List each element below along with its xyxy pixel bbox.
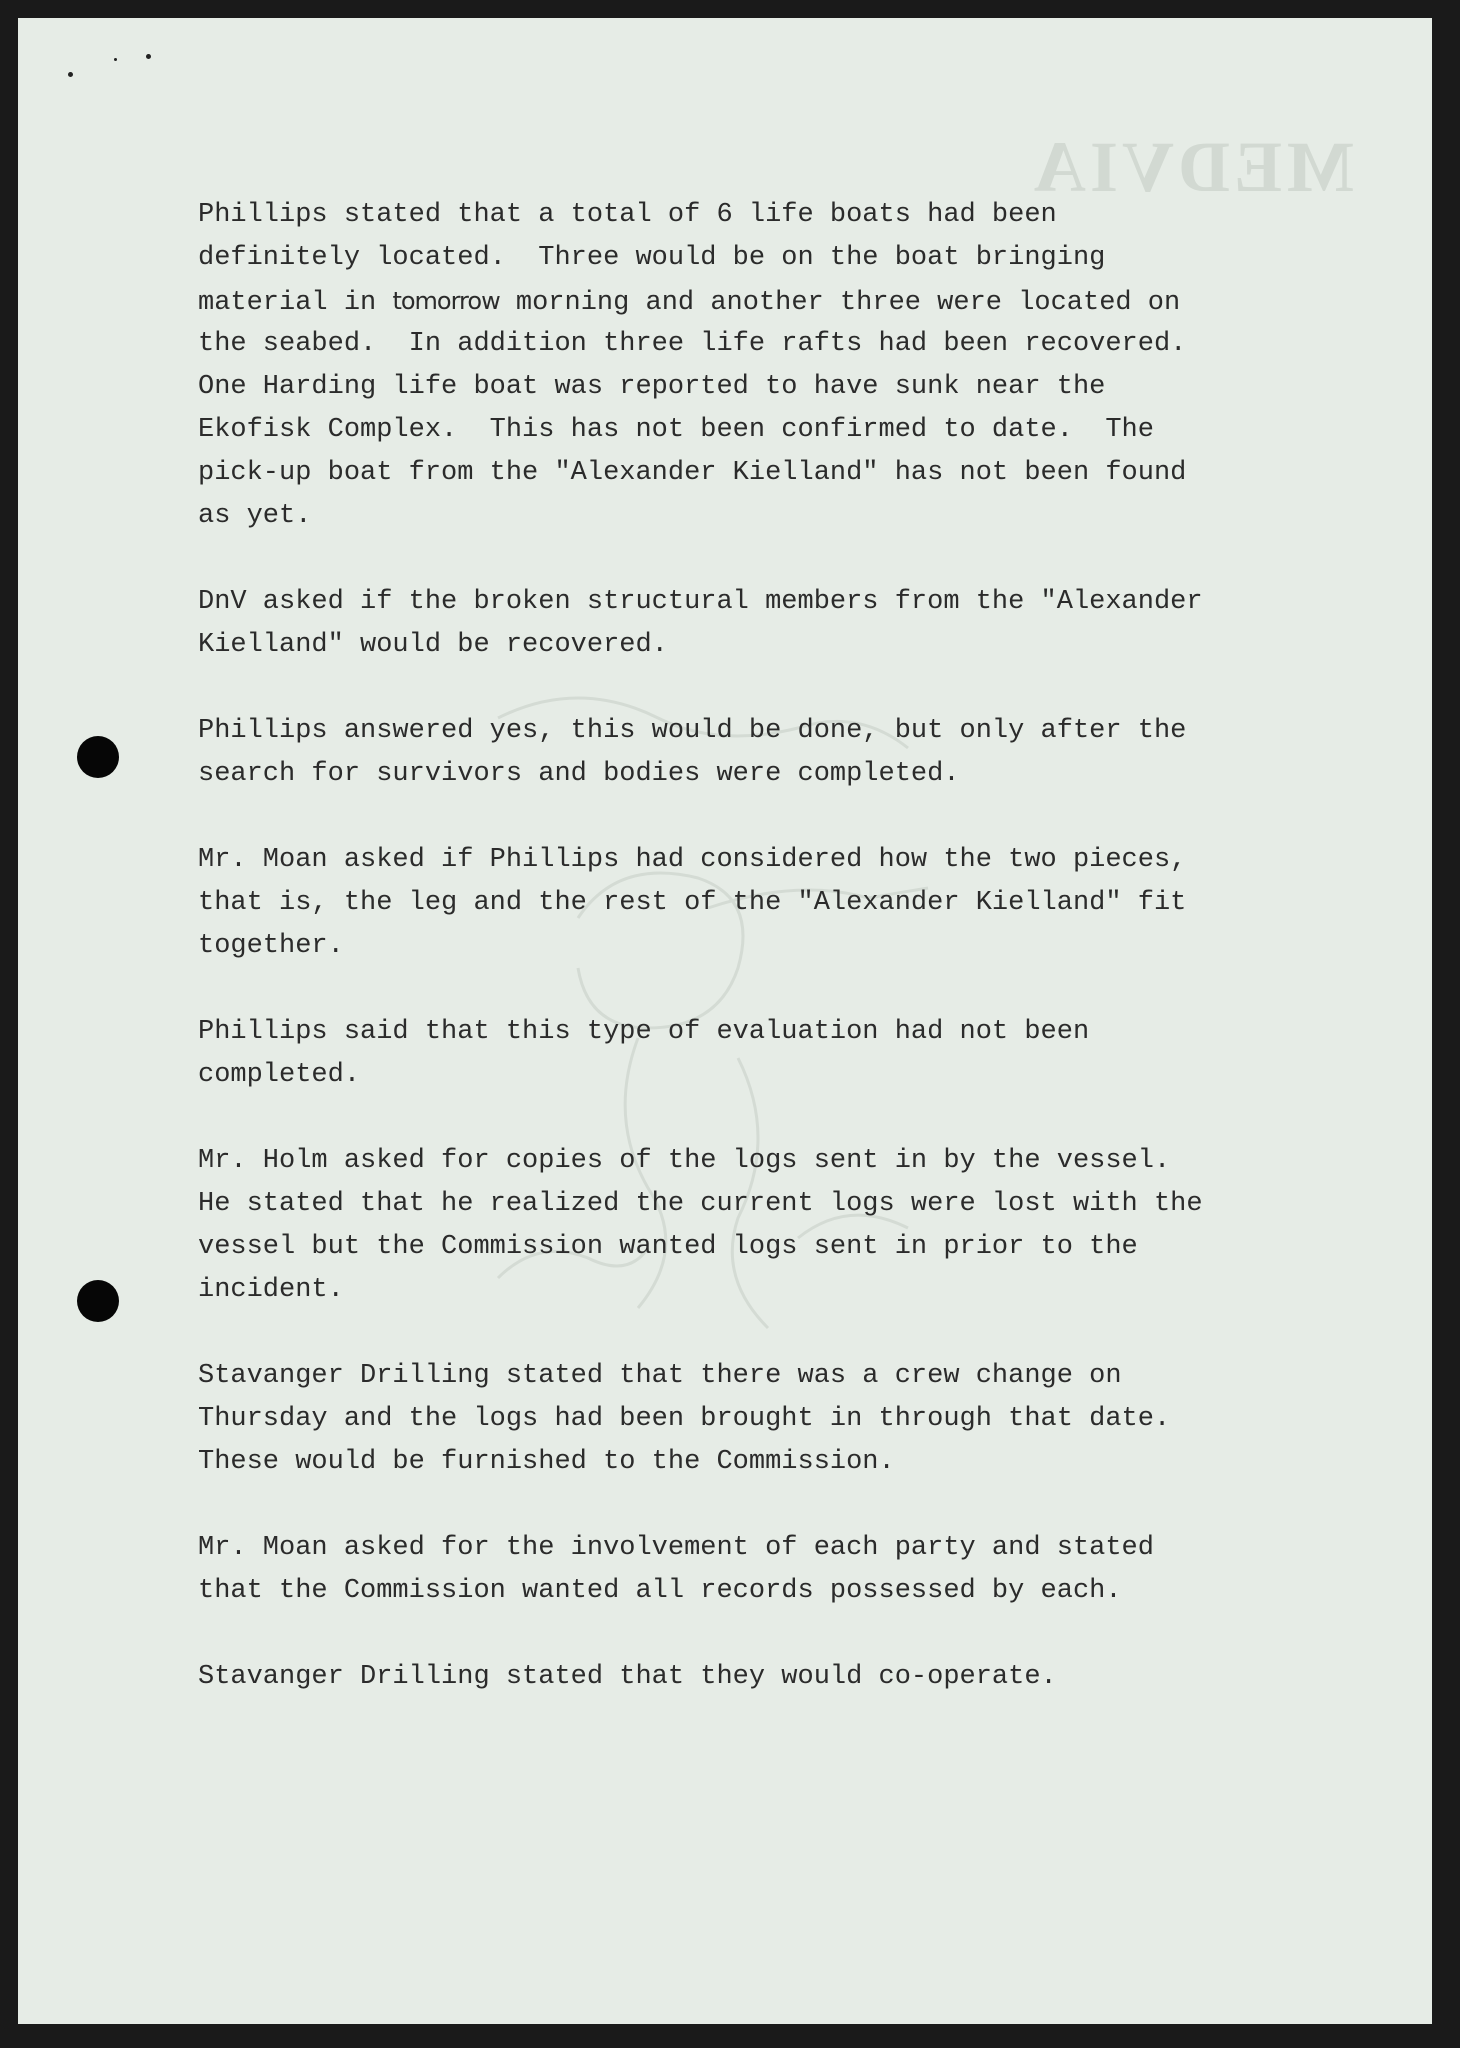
paragraph	[198, 1011, 1318, 1097]
ink-speck	[68, 72, 73, 77]
text-line: incident.	[198, 1275, 344, 1305]
text-line: Kielland" would be recovered.	[198, 630, 668, 660]
minutes-body-text	[198, 194, 1318, 1742]
text-line: Ekofisk Complex. This has not been confirmed to date. The	[198, 415, 1154, 445]
text-segment: material in	[198, 288, 393, 318]
punch-hole	[77, 1280, 119, 1322]
text-line: These would be furnished to the Commission.	[198, 1447, 895, 1477]
text-line: One Harding life boat was reported to have sunk near the	[198, 372, 1106, 402]
text-line: vessel but the Commission wanted logs sent in prior to the	[198, 1232, 1138, 1262]
text-line: He stated that he realized the current logs were lost with the	[198, 1189, 1203, 1219]
paragraph	[198, 1355, 1318, 1484]
text-line: together.	[198, 931, 344, 961]
ink-speck	[114, 58, 117, 61]
paragraph	[198, 194, 1318, 538]
text-line: definitely located. Three would be on the boat bringing	[198, 243, 1106, 273]
text-segment: morning and another three were located on	[499, 288, 1181, 318]
text-line: Phillips stated that a total of 6 life boats had been	[198, 200, 1057, 230]
text-line: completed.	[198, 1060, 361, 1090]
punch-hole	[77, 736, 119, 778]
text-line: Phillips said that this type of evaluation had not been	[198, 1017, 1090, 1047]
text-line: Mr. Holm asked for copies of the logs sent in by the vessel.	[198, 1146, 1171, 1176]
watermark: MEDVIA	[1030, 127, 1354, 207]
text-line: as yet.	[198, 501, 312, 531]
paragraph	[198, 1656, 1318, 1699]
text-line: the seabed. In addition three life rafts had been recovered.	[198, 329, 1187, 359]
paragraph	[198, 710, 1318, 796]
text-line: that is, the leg and the rest of the "Alexander Kielland" fit	[198, 888, 1187, 918]
text-line	[198, 280, 1318, 323]
text-line: search for survivors and bodies were completed.	[198, 759, 960, 789]
paragraph	[198, 839, 1318, 968]
document-page	[18, 18, 1432, 2024]
text-line: Stavanger Drilling stated that there was a crew change on	[198, 1361, 1122, 1391]
ink-speck	[146, 54, 151, 59]
text-line: Phillips answered yes, this would be done, but only after the	[198, 716, 1187, 746]
paragraph	[198, 581, 1318, 667]
text-line: Stavanger Drilling stated that they would co-operate.	[198, 1662, 1057, 1692]
text-line: DnV asked if the broken structural members from the "Alexander	[198, 587, 1203, 617]
inserted-word: tomorrow	[392, 287, 500, 315]
text-line: that the Commission wanted all records possessed by each.	[198, 1576, 1122, 1606]
text-line: Mr. Moan asked if Phillips had considered how the two pieces,	[198, 845, 1187, 875]
text-line: pick-up boat from the "Alexander Kielland" has not been found	[198, 458, 1187, 488]
text-line: Thursday and the logs had been brought in through that date.	[198, 1404, 1171, 1434]
text-line: Mr. Moan asked for the involvement of each party and stated	[198, 1533, 1154, 1563]
paragraph	[198, 1140, 1318, 1312]
paragraph	[198, 1527, 1318, 1613]
